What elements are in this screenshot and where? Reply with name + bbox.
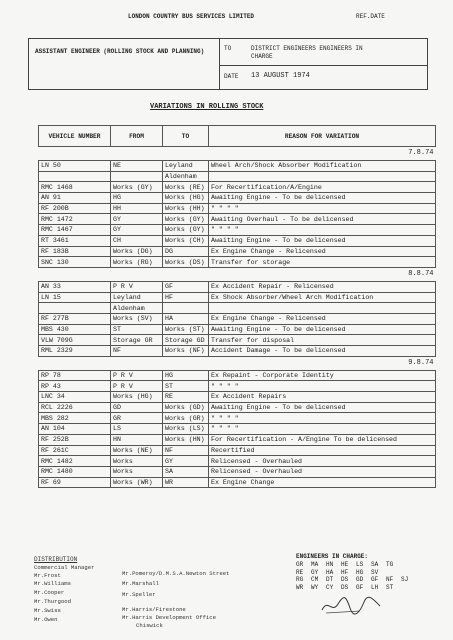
from-cell: GY xyxy=(111,214,163,225)
table-row xyxy=(39,303,436,314)
reason-cell: Ex Shock Absorber/Wheel Arch Modification xyxy=(209,292,436,303)
reason-cell: Relicensed - Overhauled xyxy=(209,456,436,467)
to-cell xyxy=(163,303,209,314)
table-row xyxy=(39,292,436,303)
engineer-code-row xyxy=(296,576,436,584)
engineer-code: DS xyxy=(341,576,349,583)
to-cell: RE xyxy=(163,392,209,403)
vehicle-number-cell: RF 69 xyxy=(39,477,111,488)
reason-cell: Recertified xyxy=(209,445,436,456)
distribution-recipient: Mr.Swiss xyxy=(34,607,61,614)
date-separator: 7.8.74 xyxy=(408,149,434,157)
date-separator-row xyxy=(39,267,436,281)
from-cell: Works (NE) xyxy=(111,445,163,456)
date-separator: 9.8.74 xyxy=(408,358,434,367)
distribution-heading: DISTRIBUTION xyxy=(34,556,78,563)
distribution-recipient: Mr.Owen xyxy=(34,616,58,623)
vehicle-number-cell: AN 33 xyxy=(39,281,111,292)
table-row xyxy=(39,225,436,236)
header-reason: REASON FOR VARIATION xyxy=(209,126,436,147)
table-row xyxy=(39,456,436,467)
to-cell: ST xyxy=(163,381,209,392)
vehicle-number-cell: RMC 1468 xyxy=(39,182,111,193)
vehicle-number-cell: RMC 1480 xyxy=(39,466,111,477)
table-row xyxy=(39,402,436,413)
from-cell: GR xyxy=(111,413,163,424)
engineer-code: GY xyxy=(311,568,319,576)
engineer-code: CY xyxy=(326,583,334,591)
vehicle-number-cell: AN 104 xyxy=(39,424,111,435)
vehicle-number-cell: RML 2329 xyxy=(39,346,111,357)
engineer-code: SJ xyxy=(401,576,409,583)
from-cell: HG xyxy=(111,193,163,204)
vehicle-number-cell: SNC 130 xyxy=(39,257,111,268)
engineer-code xyxy=(401,561,413,569)
to-cell: Works (GY) xyxy=(163,225,209,236)
to-cell: WR xyxy=(163,477,209,488)
vehicle-number-cell: RF 200B xyxy=(39,203,111,214)
to-cell: HG xyxy=(163,370,209,381)
reason-cell: " " " " xyxy=(209,225,436,236)
to-label: TO xyxy=(224,45,232,52)
from-department: ASSISTANT ENGINEER (ROLLING STOCK AND PLANNING) xyxy=(35,48,205,55)
engineer-code: DT xyxy=(326,576,334,583)
engineer-code: HG xyxy=(356,568,364,576)
vehicle-number-cell: RF 261C xyxy=(39,445,111,456)
engineer-code: LH xyxy=(371,583,379,591)
organisation-name: LONDON COUNTRY BUS SERVICES LIMITED xyxy=(128,13,255,20)
to-cell: Aldenham xyxy=(163,171,209,182)
distribution-recipient: Mr.Frost xyxy=(34,572,61,579)
to-cell: Works (HG) xyxy=(163,193,209,204)
engineer-code: RE xyxy=(296,568,304,576)
engineer-code: HN xyxy=(326,561,334,568)
reason-cell: Awaiting Overhaul - To be delicensed xyxy=(209,214,436,225)
table-row xyxy=(39,477,436,488)
table-row xyxy=(39,466,436,477)
vehicle-number-cell: RF 252B xyxy=(39,434,111,445)
from-cell: NE xyxy=(111,161,163,172)
engineers-heading: ENGINEERS IN CHARGE: xyxy=(296,553,369,560)
table-row xyxy=(39,214,436,225)
from-cell: HH xyxy=(111,203,163,214)
distribution-recipient: Mr.Speller xyxy=(122,591,156,598)
reason-cell: " " " " xyxy=(209,203,436,214)
vehicle-number-cell xyxy=(39,303,111,314)
table-row xyxy=(39,445,436,456)
engineer-code: ST xyxy=(386,583,394,591)
reason-cell: Ex Engine Change - Relicensed xyxy=(209,313,436,324)
engineer-code: MA xyxy=(311,561,319,568)
to-cell: HF xyxy=(163,292,209,303)
vehicle-number-cell: AN 91 xyxy=(39,193,111,204)
vehicle-number-cell: MBS 282 xyxy=(39,413,111,424)
engineer-code: LS xyxy=(356,561,364,568)
from-cell: HN xyxy=(111,434,163,445)
engineer-code xyxy=(401,584,413,592)
table-row xyxy=(39,235,436,246)
page-title: VARIATIONS IN ROLLING STOCK xyxy=(150,103,264,111)
engineer-code: HA xyxy=(326,568,334,576)
table-row xyxy=(39,257,436,268)
from-cell: Storage GR xyxy=(111,335,163,346)
distribution-recipient: Mr.Williams xyxy=(34,580,71,587)
table-row xyxy=(39,193,436,204)
table-row xyxy=(39,324,436,335)
from-cell: Leyland xyxy=(111,292,163,303)
to-cell: Works (GR) xyxy=(163,413,209,424)
engineer-code: TG xyxy=(386,561,394,568)
engineer-code: NF xyxy=(386,576,394,583)
to-cell: HA xyxy=(163,313,209,324)
engineer-code: WY xyxy=(311,583,319,591)
from-cell: ST xyxy=(111,324,163,335)
date-separator-row xyxy=(39,147,436,161)
to-cell: GY xyxy=(163,456,209,467)
to-cell: Works (ST) xyxy=(163,324,209,335)
engineer-code: SV xyxy=(371,568,379,576)
table-row xyxy=(39,392,436,403)
reference-label: REF.DATE xyxy=(356,13,385,20)
reason-cell: Ex Engine Change xyxy=(209,477,436,488)
engineer-code: DS xyxy=(341,583,349,591)
to-cell: Works (DS) xyxy=(163,257,209,268)
memo-header-box xyxy=(28,38,428,90)
table-row xyxy=(39,246,436,257)
to-cell: Works (HN) xyxy=(163,434,209,445)
reason-cell: For Recertification/A/Engine xyxy=(209,182,436,193)
table-row xyxy=(39,381,436,392)
to-cell: Works (LS) xyxy=(163,424,209,435)
to-cell: NF xyxy=(163,445,209,456)
reason-cell: Awaiting Engine - To be delicensed xyxy=(209,193,436,204)
reason-cell: " " " " xyxy=(209,413,436,424)
to-cell: Works (GY) xyxy=(163,214,209,225)
to-recipients: DISTRICT ENGINEERS ENGINEERS IN CHARGE xyxy=(251,45,363,60)
vehicle-number-cell: RP 43 xyxy=(39,381,111,392)
vehicle-number-cell: RF 183B xyxy=(39,246,111,257)
from-cell: NF xyxy=(111,346,163,357)
table-row xyxy=(39,335,436,346)
vehicle-number-cell: LN 50 xyxy=(39,161,111,172)
reason-cell xyxy=(209,303,436,314)
from-cell: Works (HG) xyxy=(111,392,163,403)
distribution-recipient: Mr.Harris/Firestone xyxy=(122,606,186,613)
table-row xyxy=(39,203,436,214)
from-cell: Works (GY) xyxy=(111,182,163,193)
table-row xyxy=(39,424,436,435)
engineer-code xyxy=(386,569,398,577)
from-cell: P R V xyxy=(111,381,163,392)
from-cell: GY xyxy=(111,225,163,236)
to-cell: DG xyxy=(163,246,209,257)
from-cell: GD xyxy=(111,402,163,413)
date-separator: 8.8.74 xyxy=(408,269,434,278)
engineer-code: HF xyxy=(341,568,349,576)
reason-cell: Accident Damage - To be delicensed xyxy=(209,346,436,357)
engineer-code: GF xyxy=(371,576,379,583)
reason-cell: " " " " xyxy=(209,424,436,435)
to-cell: Storage GD xyxy=(163,335,209,346)
to-cell: Works (HH) xyxy=(163,203,209,214)
reason-cell: " " " " xyxy=(209,381,436,392)
header-from: FROM xyxy=(111,126,163,147)
to-cell: GF xyxy=(163,281,209,292)
from-cell: Works (DG) xyxy=(111,246,163,257)
header-vehicle-number: VEHICLE NUMBER xyxy=(39,126,111,147)
table-header-row xyxy=(39,126,436,147)
engineer-code: CM xyxy=(311,576,319,583)
reason-cell: Ex Accident Repair - Relicensed xyxy=(209,281,436,292)
vehicle-number-cell: MBS 430 xyxy=(39,324,111,335)
from-cell: Works (SV) xyxy=(111,313,163,324)
header-to: TO xyxy=(163,126,209,147)
to-cell: Leyland xyxy=(163,161,209,172)
vehicle-number-cell: RMC 1472 xyxy=(39,214,111,225)
table-row xyxy=(39,182,436,193)
date-label: DATE xyxy=(224,73,239,80)
vehicle-number-cell: RCL 2226 xyxy=(39,402,111,413)
from-cell: Works (WR) xyxy=(111,477,163,488)
reason-cell: Ex Repaint - Corporate Identity xyxy=(209,370,436,381)
from-cell xyxy=(111,171,163,182)
vehicle-number-cell: RMC 1467 xyxy=(39,225,111,236)
to-cell: Works (RE) xyxy=(163,182,209,193)
to-cell: Works (GD) xyxy=(163,402,209,413)
table-row xyxy=(39,171,436,182)
distribution-recipient: Mr.Marshall xyxy=(122,580,159,587)
vehicle-number-cell: RT 3461 xyxy=(39,235,111,246)
vehicle-number-cell: VLW 709G xyxy=(39,335,111,346)
from-cell: P R V xyxy=(111,281,163,292)
to-cell: Works (CH) xyxy=(163,235,209,246)
engineers-in-charge xyxy=(296,553,436,591)
table-row xyxy=(39,370,436,381)
engineer-code: GF xyxy=(356,583,364,591)
from-cell: Works (RG) xyxy=(111,257,163,268)
from-cell: Works xyxy=(111,456,163,467)
distribution-recipient: Mr.Harris Development Office xyxy=(122,614,216,621)
engineer-code: GD xyxy=(356,576,364,583)
vehicle-number-cell: RF 277B xyxy=(39,313,111,324)
table-row xyxy=(39,434,436,445)
engineer-code: RG xyxy=(296,576,304,583)
from-cell: Works xyxy=(111,466,163,477)
memo-date: 13 AUGUST 1974 xyxy=(251,72,310,80)
reason-cell: Relicensed - Overhauled xyxy=(209,466,436,477)
vehicle-number-cell: RP 78 xyxy=(39,370,111,381)
signature xyxy=(320,592,382,616)
table-row xyxy=(39,161,436,172)
engineer-code: SA xyxy=(371,561,379,568)
distribution-recipient: Commercial Manager xyxy=(34,564,95,571)
reason-cell xyxy=(209,171,436,182)
distribution-recipient: Mr.Thurgood xyxy=(34,598,71,605)
engineer-code-row xyxy=(296,584,436,592)
to-cell: Works (NF) xyxy=(163,346,209,357)
reason-cell: Transfer for storage xyxy=(209,257,436,268)
to-cell: SA xyxy=(163,466,209,477)
engineer-code: WR xyxy=(296,583,304,591)
vehicle-number-cell: RMC 1482 xyxy=(39,456,111,467)
reason-cell: Awaiting Engine - To be delicensed xyxy=(209,402,436,413)
vehicle-number-cell: LNC 34 xyxy=(39,392,111,403)
table-row xyxy=(39,313,436,324)
from-cell: Aldenham xyxy=(111,303,163,314)
distribution-recipient: Mr.Cooper xyxy=(34,589,65,596)
from-cell: P R V xyxy=(111,370,163,381)
reason-cell: Wheel Arch/Shock Absorber Modification xyxy=(209,161,436,172)
engineer-code: GR xyxy=(296,561,304,568)
table-row xyxy=(39,281,436,292)
engineer-code: HE xyxy=(341,561,349,568)
vehicle-number-cell: LN 15 xyxy=(39,292,111,303)
engineer-code-row xyxy=(296,561,436,569)
vehicle-number-cell xyxy=(39,171,111,182)
date-separator-row xyxy=(39,356,436,370)
distribution-recipient: Chiswick xyxy=(136,622,163,629)
reason-cell: Awaiting Engine - To be delicensed xyxy=(209,235,436,246)
table-row xyxy=(39,413,436,424)
reason-cell: For Recertification - A/Engine To be delicensed xyxy=(209,434,436,445)
reason-cell: Ex Accident Repairs xyxy=(209,392,436,403)
table-row xyxy=(39,346,436,357)
from-cell: LS xyxy=(111,424,163,435)
reason-cell: Transfer for disposal xyxy=(209,335,436,346)
distribution-recipient: Mr.Pomeroy/D.M.S.A.Newton Street xyxy=(122,570,230,577)
reason-cell: Ex Engine Change - Relicensed xyxy=(209,246,436,257)
rolling-stock-table xyxy=(38,125,436,488)
from-cell: CH xyxy=(111,235,163,246)
reason-cell: Awaiting Engine - To be delicensed xyxy=(209,324,436,335)
engineer-code-row xyxy=(296,569,436,577)
